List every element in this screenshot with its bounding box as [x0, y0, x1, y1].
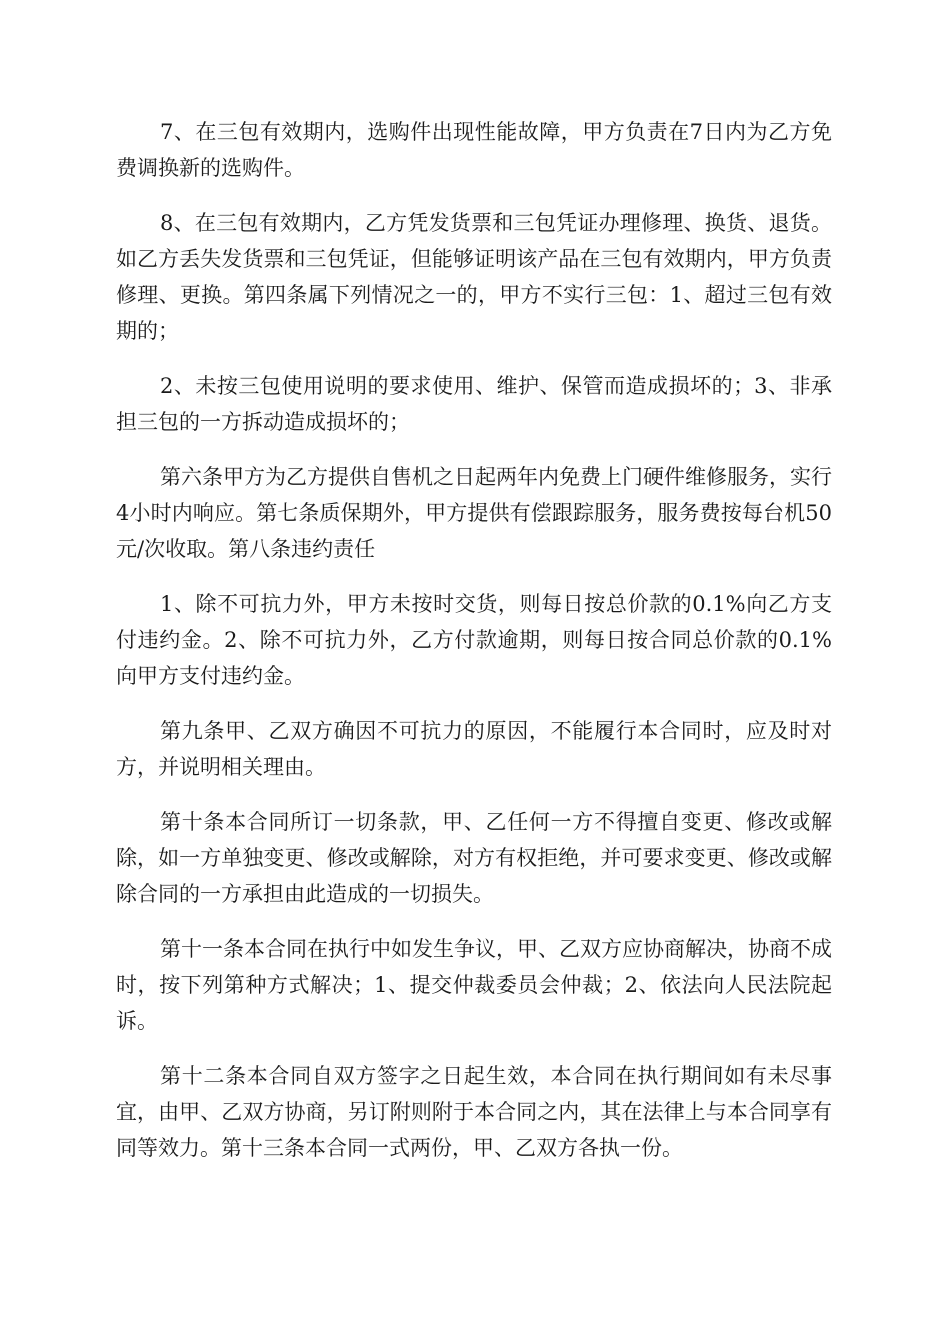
paragraph-article-11: 第十一条本合同在执行中如发生争议，甲、乙双方应协商解决，协商不成时，按下列第种方式解决；1、提交仲裁委员会仲裁；2、依法向人民法院起诉。 [116, 937, 832, 1033]
paragraph-article-10: 第十条本合同所订一切条款，甲、乙任何一方不得擅自变更、修改或解除，如一方单独变更、修改或解除，对方有权拒绝，并可要求变更、修改或解除合同的一方承担由此造成的一切损失。 [116, 810, 832, 906]
paragraph-article-12: 第十二条本合同自双方签字之日起生效，本合同在执行期间如有未尽事宜，由甲、乙双方协商，另订附则附于本合同之内，其在法律上与本合同享有同等效力。第十三条本合同一式两份，甲、乙双方各执一份。 [116, 1064, 832, 1160]
paragraph-exclusions: 2、未按三包使用说明的要求使用、维护、保管而造成损坏的；3、非承担三包的一方拆动造成损坏的； [116, 374, 832, 434]
paragraph-item-7: 7、在三包有效期内，选购件出现性能故障，甲方负责在7日内为乙方免费调换新的选购件。 [116, 120, 832, 180]
paragraph-liability: 1、除不可抗力外，甲方未按时交货，则每日按总价款的0.1%向乙方支付违约金。2、除不可抗力外，乙方付款逾期，则每日按合同总价款的0.1%向甲方支付违约金。 [116, 592, 832, 688]
paragraph-article-6: 第六条甲方为乙方提供自售机之日起两年内免费上门硬件维修服务，实行4小时内响应。第七条质保期外，甲方提供有偿跟踪服务，服务费按每台机50元/次收取。第八条违约责任 [116, 465, 832, 561]
document-body [116, 114, 832, 1185]
paragraph-item-8: 8、在三包有效期内，乙方凭发货票和三包凭证办理修理、换货、退货。如乙方丢失发货票和三包凭证，但能够证明该产品在三包有效期内，甲方负责修理、更换。第四条属下列情况之一的，甲方不实行三包：1、超过三包有效期的； [116, 211, 832, 343]
paragraph-article-9: 第九条甲、乙双方确因不可抗力的原因，不能履行本合同时，应及时对方，并说明相关理由。 [116, 719, 832, 779]
